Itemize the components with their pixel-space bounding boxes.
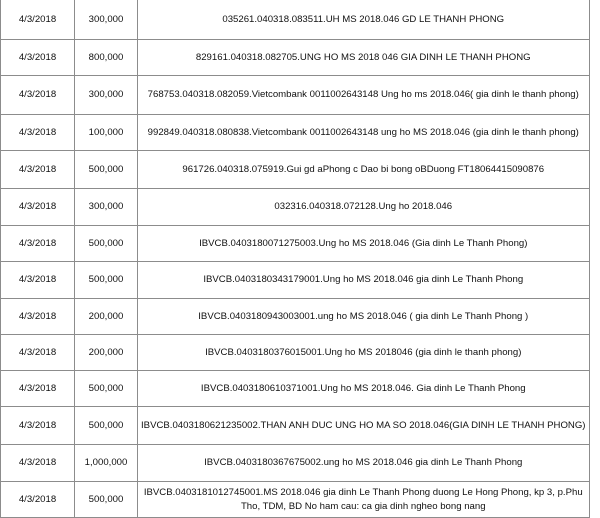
date-cell: 4/3/2018 [1, 482, 75, 518]
date-cell: 4/3/2018 [1, 40, 75, 76]
table-row [1, 299, 590, 335]
description-cell: 035261.040318.083511.UH MS 2018.046 GD LE THANH PHONG [138, 0, 590, 40]
table-row [1, 115, 590, 151]
amount-cell: 500,000 [75, 262, 138, 299]
table-row [1, 262, 590, 299]
date-cell: 4/3/2018 [1, 371, 75, 407]
table-row [1, 226, 590, 262]
description-cell: 992849.040318.080838.Vietcombank 0011002643148 ung ho MS 2018.046 (gia dinh le thanh phong) [138, 115, 590, 151]
amount-cell: 500,000 [75, 151, 138, 189]
amount-cell: 200,000 [75, 335, 138, 371]
amount-cell: 300,000 [75, 0, 138, 40]
description-cell: IBVCB.0403181012745001.MS 2018.046 gia dinh Le Thanh Phong duong Le Hong Phong, kp 3, p.Phu Tho, TDM, BD No ham cau: ca gia dinh ngheo bong nang [138, 482, 590, 518]
date-cell: 4/3/2018 [1, 335, 75, 371]
description-cell: 032316.040318.072128.Ung ho 2018.046 [138, 189, 590, 226]
table-row [1, 76, 590, 115]
table-row [1, 335, 590, 371]
description-cell: 961726.040318.075919.Gui gd aPhong c Dao bi bong oBDuong FT18064415090876 [138, 151, 590, 189]
table-row [1, 371, 590, 407]
table-row [1, 0, 590, 40]
table-row [1, 40, 590, 76]
date-cell: 4/3/2018 [1, 115, 75, 151]
amount-cell: 1,000,000 [75, 445, 138, 482]
table-row [1, 189, 590, 226]
table-row [1, 482, 590, 518]
amount-cell: 200,000 [75, 299, 138, 335]
date-cell: 4/3/2018 [1, 76, 75, 115]
description-cell: 829161.040318.082705.UNG HO MS 2018 046 GIA DINH LE THANH PHONG [138, 40, 590, 76]
amount-cell: 100,000 [75, 115, 138, 151]
description-cell: IBVCB.0403180610371001.Ung ho MS 2018.046. Gia dinh Le Thanh Phong [138, 371, 590, 407]
table-row [1, 151, 590, 189]
amount-cell: 300,000 [75, 189, 138, 226]
date-cell: 4/3/2018 [1, 151, 75, 189]
date-cell: 4/3/2018 [1, 445, 75, 482]
amount-cell: 500,000 [75, 226, 138, 262]
description-cell: IBVCB.0403180376015001.Ung ho MS 2018046 (gia dinh le thanh phong) [138, 335, 590, 371]
date-cell: 4/3/2018 [1, 189, 75, 226]
date-cell: 4/3/2018 [1, 299, 75, 335]
amount-cell: 500,000 [75, 482, 138, 518]
donation-table-body [1, 0, 590, 518]
date-cell: 4/3/2018 [1, 226, 75, 262]
amount-cell: 500,000 [75, 371, 138, 407]
amount-cell: 500,000 [75, 407, 138, 445]
date-cell: 4/3/2018 [1, 0, 75, 40]
description-cell: IBVCB.0403180343179001.Ung ho MS 2018.046 gia dinh Le Thanh Phong [138, 262, 590, 299]
table-row [1, 445, 590, 482]
description-cell: IBVCB.0403180071275003.Ung ho MS 2018.046 (Gia dinh Le Thanh Phong) [138, 226, 590, 262]
description-cell: IBVCB.0403180621235002.THAN ANH DUC UNG HO MA SO 2018.046(GIA DINH LE THANH PHONG) [138, 407, 590, 445]
amount-cell: 300,000 [75, 76, 138, 115]
description-cell: IBVCB.0403180367675002.ung ho MS 2018.046 gia dinh Le Thanh Phong [138, 445, 590, 482]
date-cell: 4/3/2018 [1, 407, 75, 445]
table-row [1, 407, 590, 445]
amount-cell: 800,000 [75, 40, 138, 76]
date-cell: 4/3/2018 [1, 262, 75, 299]
description-cell: 768753.040318.082059.Vietcombank 0011002643148 Ung ho ms 2018.046( gia dinh le thanh phong) [138, 76, 590, 115]
description-cell: IBVCB.0403180943003001.ung ho MS 2018.046 ( gia dinh Le Thanh Phong ) [138, 299, 590, 335]
